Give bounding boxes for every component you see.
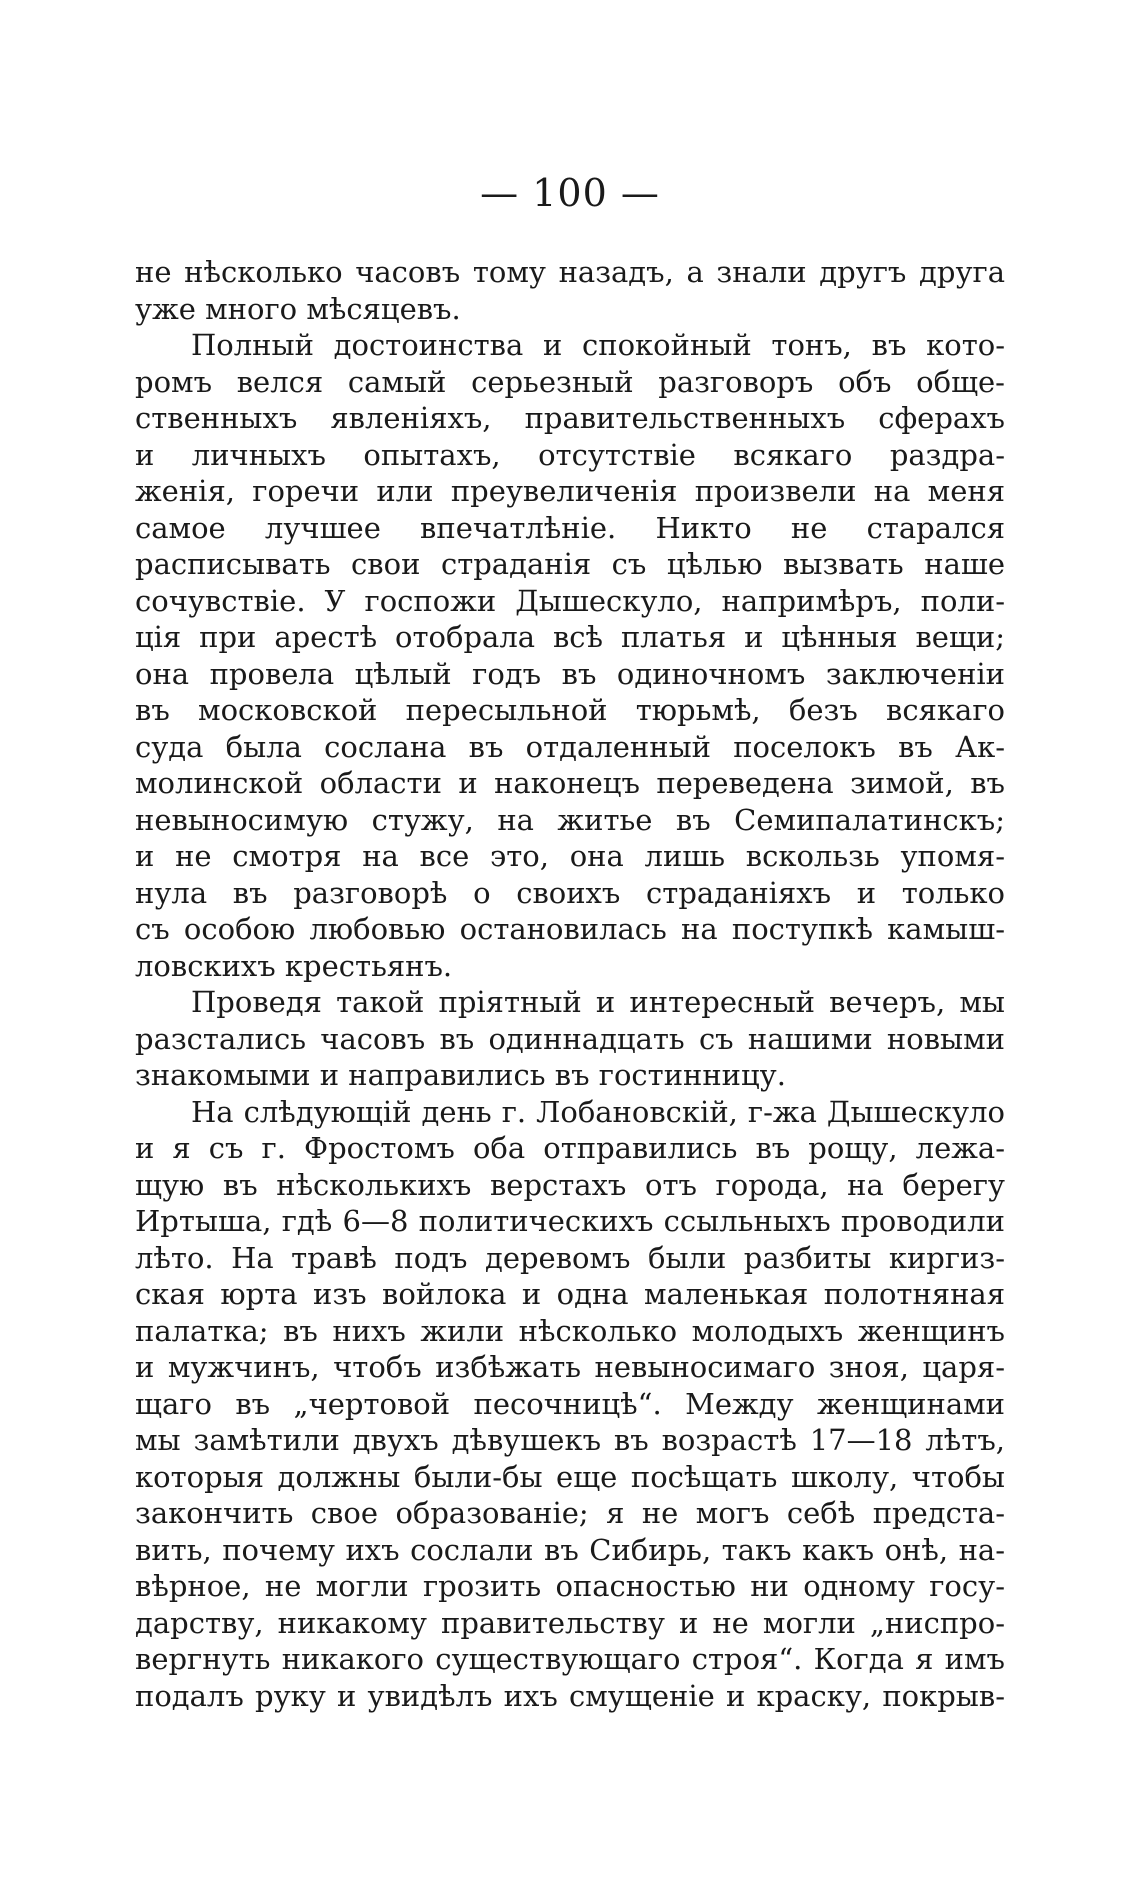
text-line: ственныхъ явленіяхъ, правительственныхъ сферахъ [135,401,1005,435]
paragraph-start-line: Полный достоинства и спокойный тонъ, въ кото- [191,328,1005,362]
text-line: щую въ нѣсколькихъ верстахъ отъ города, на берегу [135,1167,1005,1202]
text-line: и не смотря на все это, она лишь вскользь упомя- [135,839,1005,873]
text-line: суда была сослана въ отдаленный поселокъ въ Ак- [135,729,1005,764]
text-line: сочувствіе. У госпожи Дышескуло, напримѣръ, поли- [135,583,1005,618]
text-line: женія, горечи или преувеличенія произвели на меня [135,474,1005,508]
text-line: расписывать свои страданія съ цѣлью вызвать наше [135,547,1005,581]
text-line: молинской области и наконецъ переведена зимой, въ [135,766,1005,800]
text-line: не нѣсколько часовъ тому назадъ, а знали другъ друга [135,255,1005,289]
text-line: и мужчинъ, чтобъ избѣжать невыносимаго зноя, царя- [135,1350,1005,1384]
text-line: съ особою любовью остановилась на поступкѣ камыш- [135,912,1005,946]
text-line: которыя должны были-бы еще посѣщать школу, чтобы [135,1459,1005,1494]
text-line: нула въ разговорѣ о своихъ страданіяхъ и только [135,875,1005,910]
text-line: и я съ г. Фростомъ оба отправились въ рощу, лежа- [135,1131,1005,1165]
text-line: невыносимую стужу, на житье въ Семипалатинскъ; [135,802,1005,837]
text-line: вергнуть никакого существующаго строя“. Когда я имъ [135,1642,1005,1676]
text-line: разстались часовъ въ одиннадцать съ нашими новыми [135,1021,1005,1056]
text-line: Иртыша, гдѣ 6—8 политическихъ ссыльныхъ проводили [135,1204,1005,1238]
text-line: дарству, никакому правительству и не могли „ниспро- [135,1605,1005,1640]
text-line: мы замѣтили двухъ дѣвушекъ въ возрастѣ 17—18 лѣтъ, [135,1423,1005,1457]
text-line: ская юрта изъ войлока и одна маленькая полотняная [135,1277,1005,1311]
body-text [135,254,1005,1714]
text-line: палатка; въ нихъ жили нѣсколько молодыхъ женщинъ [135,1313,1005,1348]
text-line: подалъ руку и увидѣлъ ихъ смущеніе и краску, покрыв- [135,1678,1005,1713]
text-line: знакомыми и направились въ гостинницу. [135,1058,786,1092]
text-line: закончить свое образованіе; я не могъ себѣ предста- [135,1496,1005,1530]
text-line: самое лучшее впечатлѣніе. Никто не старался [135,510,1005,545]
text-line: уже много мѣсяцевъ. [135,291,461,326]
text-line: вѣрное, не могли грозить опасностью ни одному госу- [135,1569,1005,1603]
text-line: ловскихъ крестьянъ. [135,948,453,983]
paragraph-start-line: На слѣдующій день г. Лобановскій, г-жа Дышескуло [191,1094,1005,1129]
text-line: она провела цѣлый годъ въ одиночномъ заключеніи [135,656,1005,691]
text-line: вить, почему ихъ сослали въ Сибирь, такъ какъ онѣ, на- [135,1532,1005,1567]
text-line: въ московской пересыльной тюрьмѣ, безъ всякаго [135,693,1005,727]
text-line: лѣто. На травѣ подъ деревомъ были разбиты киргиз- [135,1240,1005,1275]
page-number: — 100 — [480,171,660,215]
text-line: и личныхъ опытахъ, отсутствіе всякаго раздра- [135,437,1005,472]
text-line: ція при арестѣ отобрала всѣ платья и цѣнныя вещи; [135,620,1005,654]
paragraph-start-line: Проведя такой пріятный и интересный вечеръ, мы [191,985,1005,1019]
text-line: щаго въ „чертовой песочницѣ“. Между женщинами [135,1386,1005,1421]
text-line: ромъ велся самый серьезный разговоръ объ обще- [135,364,1005,399]
